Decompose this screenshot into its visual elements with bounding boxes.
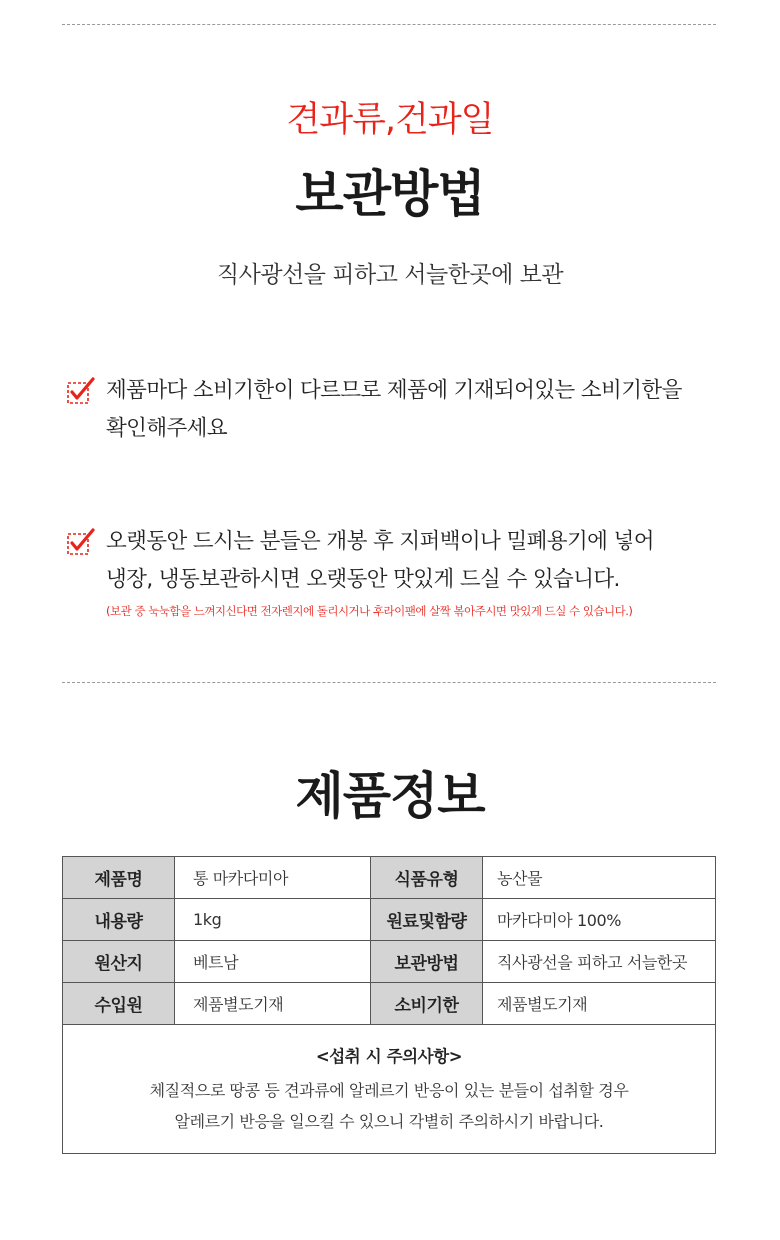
value-cell: 마카다미아 100% bbox=[497, 911, 622, 930]
label-cell: 식품유형 bbox=[371, 857, 483, 898]
note-sub-text: (보관 중 눅눅함을 느껴지신다면 전자렌지에 돌리시거나 후라이팬에 살짝 볶아주시면 맛있게 드실 수 있습니다.) bbox=[106, 604, 633, 618]
label-cell: 원료및함량 bbox=[371, 899, 483, 940]
storage-note-2 bbox=[66, 523, 746, 619]
caution-line: 알레르기 반응을 일으킬 수 있으니 각별히 주의하시기 바랍니다. bbox=[174, 1112, 604, 1131]
caution-title: <섭취 시 주의사항> bbox=[315, 1047, 463, 1066]
storage-subtitle: 견과류,건과일 bbox=[286, 100, 494, 140]
top-divider bbox=[62, 24, 716, 25]
label-cell: 원산지 bbox=[63, 941, 175, 982]
label-cell: 보관방법 bbox=[371, 941, 483, 982]
label-cell: 수입원 bbox=[63, 983, 175, 1024]
storage-tagline: 직사광선을 피하고 서늘한곳에 보관 bbox=[216, 262, 564, 288]
value-cell: 제품별도기재 bbox=[175, 983, 371, 1024]
label-cell: 제품명 bbox=[63, 857, 175, 898]
table-row bbox=[63, 899, 715, 941]
note-line: 냉장, 냉동보관하시면 오랫동안 맛있게 드실 수 있습니다. bbox=[106, 567, 620, 592]
table-row bbox=[63, 941, 715, 983]
product-info-table bbox=[62, 856, 716, 1154]
value-cell: 통 마카다미아 bbox=[175, 857, 371, 898]
product-info-title: 제품정보 bbox=[295, 767, 485, 825]
table-row bbox=[63, 857, 715, 899]
table-row bbox=[63, 983, 715, 1025]
storage-title: 보관방법 bbox=[295, 165, 485, 223]
caution-section bbox=[63, 1025, 715, 1153]
value-cell: 직사광선을 피하고 서늘한곳 bbox=[497, 953, 688, 972]
value-cell: 제품별도기재 bbox=[497, 995, 588, 1014]
value-cell: 1kg bbox=[175, 899, 371, 940]
checkbox-check-icon bbox=[66, 527, 96, 557]
note-line: 확인해주세요 bbox=[106, 416, 228, 441]
caution-line: 체질적으로 땅콩 등 견과류에 알레르기 반응이 있는 분들이 섭취할 경우 bbox=[149, 1081, 629, 1100]
value-cell: 베트남 bbox=[175, 941, 371, 982]
middle-divider bbox=[62, 682, 716, 683]
note-line: 오랫동안 드시는 분들은 개봉 후 지퍼백이나 밀폐용기에 넣어 bbox=[106, 529, 654, 554]
storage-note-1 bbox=[66, 372, 746, 448]
label-cell: 내용량 bbox=[63, 899, 175, 940]
value-cell: 농산물 bbox=[497, 869, 543, 888]
checkbox-check-icon bbox=[66, 376, 96, 406]
label-cell: 소비기한 bbox=[371, 983, 483, 1024]
note-line: 제품마다 소비기한이 다르므로 제품에 기재되어있는 소비기한을 bbox=[106, 378, 682, 403]
